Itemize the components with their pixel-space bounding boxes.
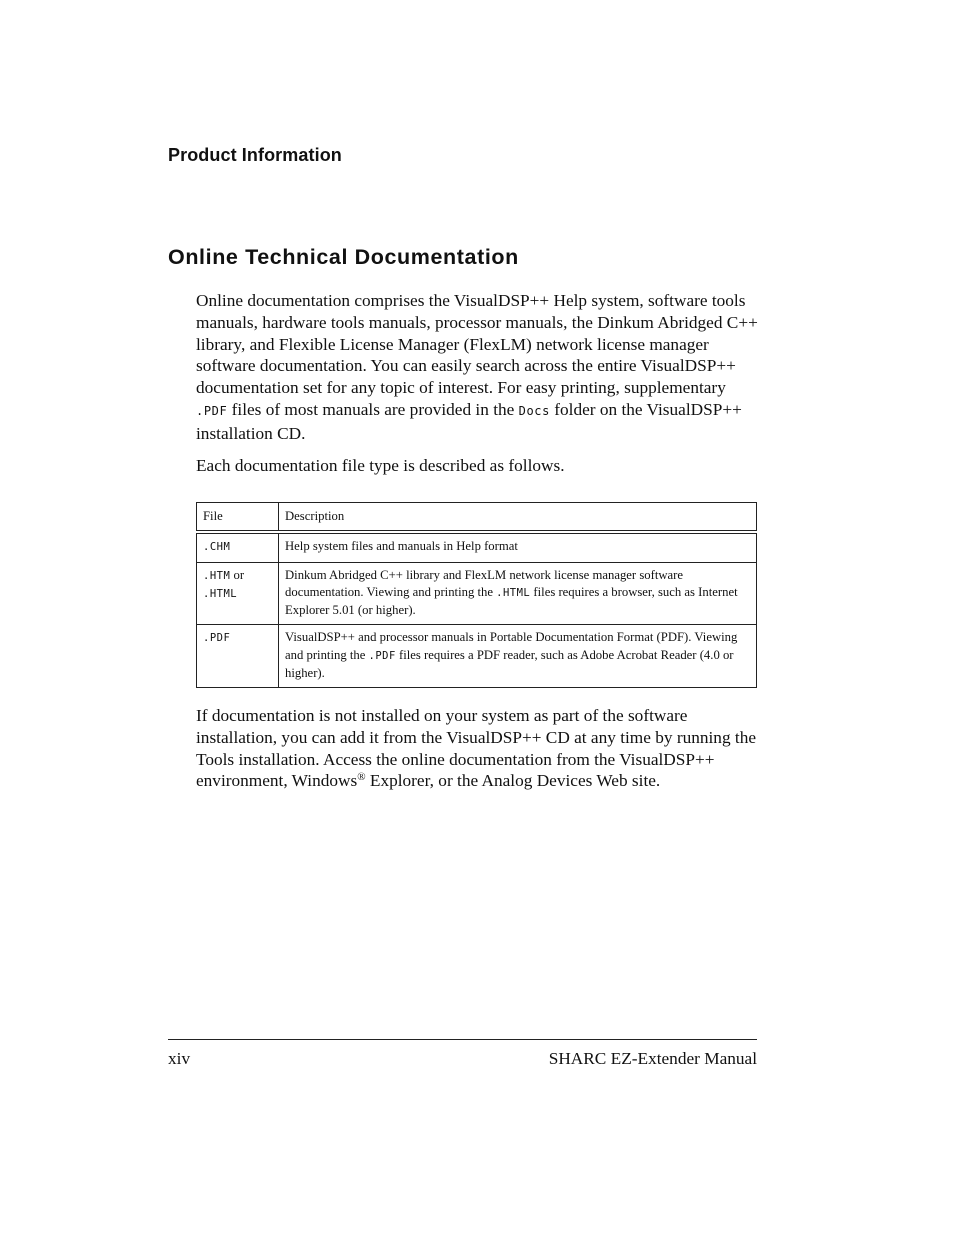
pdf-extension-code: .PDF [196, 403, 228, 418]
header-file: File [197, 503, 279, 533]
description-text: files requires a browser, such as Internet Explorer 5.01 (or higher). [285, 584, 738, 618]
description-text: Dinkum Abridged C++ library and FlexLM network license manager software documentation. Viewing and printing the [285, 567, 684, 599]
docs-folder-code: Docs [518, 403, 550, 418]
table-row [197, 625, 757, 688]
section-title: Online Technical Documentation [168, 245, 519, 269]
intro-text-1: Online documentation comprises the VisualDSP++ Help system, software tools manuals, hardware tools manuals, processor manuals, the Dinkum Abridged C++ library, and Flexible License Manager (FlexLM) network license manager software documentation. You can easily search across the entire VisualDSP++ documentation set for any topic of interest. For easy printing, supplementary [196, 291, 758, 398]
file-extension: .HTM [203, 569, 231, 582]
file-extension-separator: or [230, 567, 245, 582]
table-header-row [197, 503, 757, 533]
installation-text-1: If documentation is not installed on your system as part of the software installation, you can add it from the VisualDSP++ CD at any time by running the Tools installation. Access the online documentation from the VisualDSP++ environment, Windows [196, 706, 757, 791]
description-code: .HTML [496, 586, 531, 599]
file-cell [197, 562, 279, 625]
description-text: Help system files and manuals in Help format [285, 539, 518, 554]
file-extension: .PDF [203, 632, 231, 645]
table-intro-paragraph: Each documentation file type is described as follows. [196, 456, 565, 475]
description-code: .PDF [368, 649, 396, 662]
file-type-table [196, 502, 757, 688]
intro-paragraph [196, 290, 760, 445]
file-extension: .HTML [203, 587, 238, 600]
installation-paragraph [196, 705, 760, 792]
header-description: Description [279, 503, 757, 533]
file-cell [197, 532, 279, 562]
manual-title: SHARC EZ-Extender Manual [548, 1049, 757, 1068]
description-cell [279, 562, 757, 625]
description-cell [279, 625, 757, 688]
file-cell [197, 625, 279, 688]
installation-text-2: Explorer, or the Analog Devices Web site. [365, 771, 661, 791]
table-row [197, 562, 757, 625]
registered-mark: ® [357, 771, 366, 784]
description-cell [279, 532, 757, 562]
footer-rule [168, 1039, 757, 1040]
running-head: Product Information [168, 145, 342, 165]
intro-text-3: folder on the VisualDSP++ installation CD. [196, 399, 742, 443]
file-extension: .CHM [203, 541, 231, 554]
page-number: xiv [168, 1049, 191, 1068]
description-text: files requires a PDF reader, such as Adobe Acrobat Reader (4.0 or higher). [285, 647, 734, 681]
table-row [197, 532, 757, 562]
intro-text-2: files of most manuals are provided in the [227, 399, 519, 419]
description-text: VisualDSP++ and processor manuals in Portable Documentation Format (PDF). Viewing and printing the [285, 630, 738, 662]
